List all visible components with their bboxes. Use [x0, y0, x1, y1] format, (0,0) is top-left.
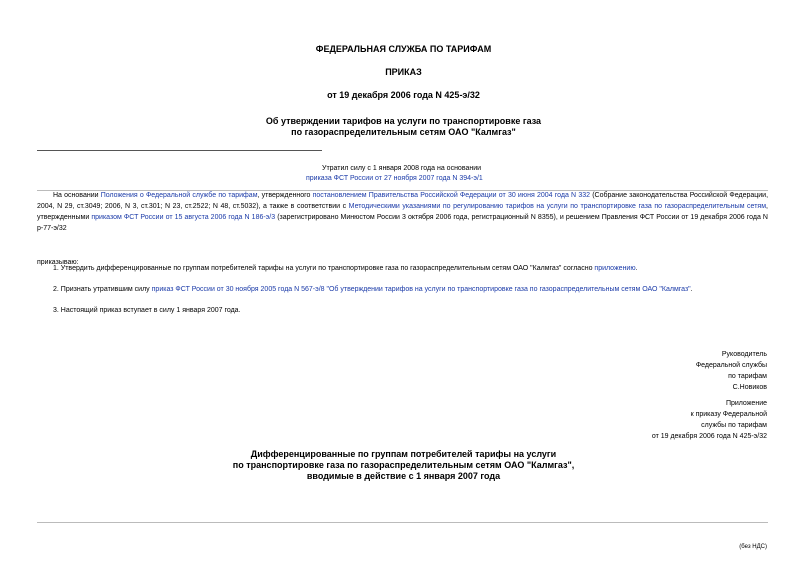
divider: [37, 150, 322, 151]
item-2-end: .: [690, 286, 693, 293]
preamble-link-regulation[interactable]: Положения о Федеральной службе по тарифам: [100, 192, 258, 199]
agency-name: ФЕДЕРАЛЬНАЯ СЛУЖБА ПО ТАРИФАМ: [315, 44, 492, 54]
document-type: ПРИКАЗ: [385, 67, 422, 77]
appendix-ref-line: к приказу Федеральной: [690, 411, 767, 418]
appendix-title-line2: по транспортировке газа по газораспределительным сетям ОАО "Калмгаз",: [232, 460, 575, 470]
appendix-ref-line: от 19 декабря 2006 года N 425-э/32: [651, 433, 767, 440]
status-link[interactable]: приказа ФСТ России от 27 ноября 2007 года N 394-э/1: [306, 175, 483, 182]
item-3: 3. Настоящий приказ вступает в силу 1 января 2007 года.: [53, 307, 241, 314]
preamble-link-guidelines[interactable]: Методическими указаниями по регулированию тарифов на услуги по транспортировке газа по газораспределительным сетям: [348, 203, 767, 210]
status-note: Утратил силу с 1 января 2008 года на основании: [322, 165, 482, 172]
appendix-ref-line: службы по тарифам: [701, 422, 767, 429]
preamble-link-government-decree[interactable]: постановлением Правительства Российской Федерации от 30 июня 2004 года N 332: [312, 192, 590, 199]
preamble-text: (зарегистрировано Минюстом России 3 октября 2006 года, регистрационный N 8355), и решением Правления ФСТ России от 19 декабря 2006 года N р-77-э/32: [37, 214, 768, 232]
preamble-text: (Собрание законодательства Российской Федерации, 2004, N 29, ст.3049; 2006, N 3, ст.301; N 23, ст.2522; N 48, ст.5032), а также в соответствии с: [37, 192, 769, 210]
signature-line: Федеральной службы: [695, 362, 767, 369]
item-2-text: 2. Признать утратившим силу: [53, 286, 150, 293]
preamble-text: На основании: [53, 192, 99, 199]
appendix-title-line3: вводимые в действие с 1 января 2007 года: [306, 471, 501, 481]
item-2: [53, 286, 693, 293]
signature-block: [696, 349, 767, 393]
appendix-ref-line: Приложение: [725, 400, 767, 407]
repealed-order-link[interactable]: приказ ФСТ России от 30 ноября 2005 года N 567-э/8 "Об утверждении тарифов на услуги по транспортировке газа по газораспределительным сетям ОАО "Калмгаз": [151, 286, 691, 293]
preamble-paragraph: [37, 190, 768, 234]
document-title-line2: по газораспределительным сетям ОАО "Калмгаз": [291, 127, 516, 137]
signature-name: С.Новиков: [732, 384, 767, 391]
preamble-link-fst-order[interactable]: приказом ФСТ России от 15 августа 2006 года N 186-э/3: [91, 214, 276, 221]
item-1-end: .: [635, 265, 638, 272]
document-date-number: от 19 декабря 2006 года N 425-э/32: [327, 90, 480, 100]
appendix-reference: [652, 398, 767, 442]
vat-note: (без НДС): [739, 544, 767, 550]
order-word: приказываю:: [37, 259, 79, 266]
appendix-link[interactable]: приложению: [594, 265, 636, 272]
item-1-text: 1. Утвердить дифференцированные по группам потребителей тарифы на услуги по транспортировке газа по газораспределительным сетям ОАО "Калмгаз" согласно: [53, 265, 593, 272]
divider: [37, 522, 768, 523]
signature-line: по тарифам: [728, 373, 767, 380]
document-title-line1: Об утверждении тарифов на услуги по транспортировке газа: [265, 116, 542, 126]
signature-line: Руководитель: [721, 351, 767, 358]
preamble-text: , утвержденного: [257, 192, 311, 199]
appendix-title-line1: Дифференцированные по группам потребителей тарифы на услуги: [250, 449, 557, 459]
preamble-text: , утвержденными: [37, 203, 768, 221]
item-1: [53, 265, 638, 272]
